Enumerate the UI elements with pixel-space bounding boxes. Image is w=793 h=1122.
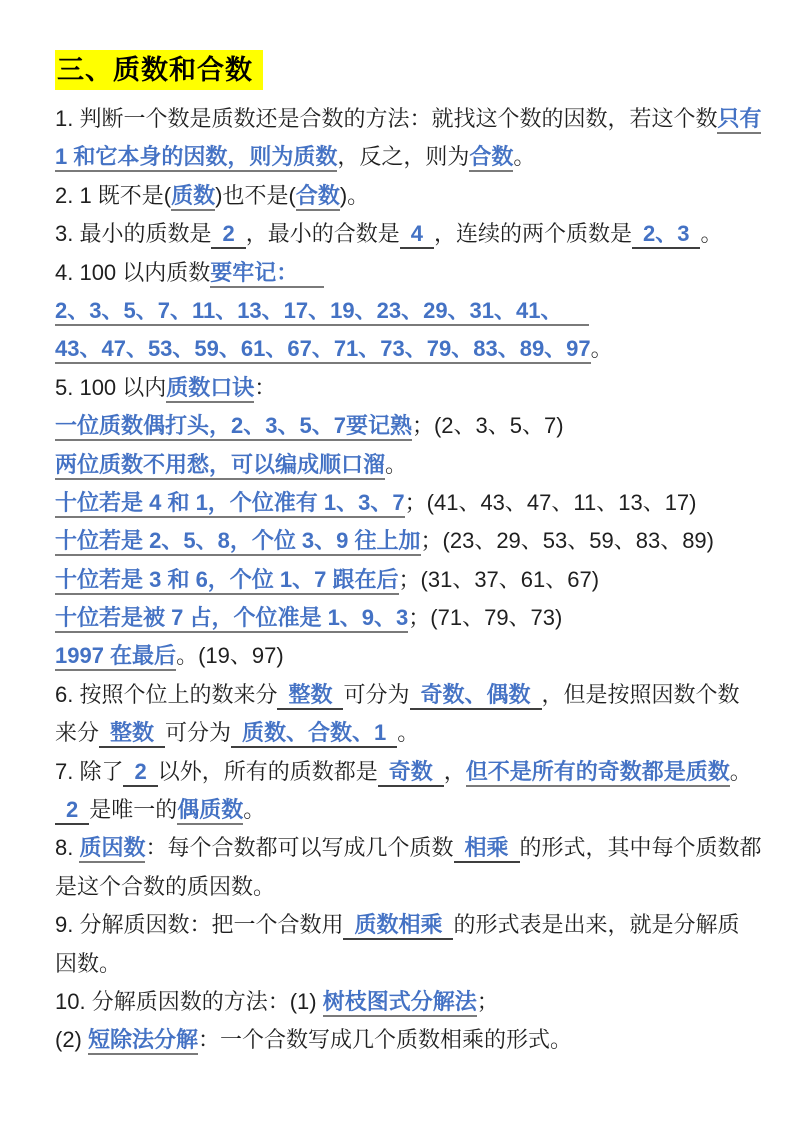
section-title-row — [55, 50, 745, 92]
text-segment: 。 — [729, 758, 752, 784]
text-segment: ：一个合数写成几个质数相乘的形式。 — [198, 1027, 573, 1053]
key-term: 偶质数 — [177, 797, 243, 825]
text-segment: 10. 分解质因数的方法：(1) — [55, 988, 323, 1014]
text-line — [55, 791, 745, 829]
key-term: 短除法分解 — [88, 1027, 198, 1055]
text-segment: 7. 除了 — [55, 758, 124, 784]
key-term: 十位若是被 7 占，个位准是 1、9、3 — [55, 605, 408, 633]
key-term: 要牢记： — [210, 260, 324, 288]
text-segment: 的形式，其中每个质数都 — [519, 835, 762, 861]
blank-answer: 2、3 — [632, 221, 700, 249]
text-segment: ；(2、3、5、7) — [411, 413, 564, 439]
text-line — [55, 330, 745, 368]
key-term: 十位若是 3 和 6，个位 1、7 跟在后 — [55, 567, 399, 595]
key-term: 质数口诀 — [166, 375, 254, 403]
text-line — [55, 945, 745, 983]
text-line — [55, 829, 762, 867]
text-segment: 可分为 — [165, 720, 232, 746]
blank-answer: 4 — [400, 221, 434, 249]
text-segment: 。 — [700, 221, 723, 247]
key-term: 1997 在最后 — [55, 643, 176, 671]
section-title: 三、质数和合数 — [55, 50, 263, 90]
text-segment: 1. 判断一个数是质数还是合数的方法：就找这个数的因数，若这个数 — [55, 106, 718, 131]
text-segment: ，但是按照因数个数 — [541, 681, 740, 707]
blank-answer: 奇数、偶数 — [410, 682, 542, 710]
key-term: 树枝图式分解法 — [323, 989, 477, 1017]
text-segment: ；(41、43、47、11、13、17) — [404, 489, 697, 515]
text-line — [55, 446, 745, 484]
text-segment: ；(71、79、73) — [408, 605, 563, 631]
text-segment: )。 — [339, 182, 370, 208]
text-segment: 是这个合数的质因数。 — [55, 873, 276, 899]
key-term: 质数 — [171, 183, 215, 211]
text-line — [55, 983, 745, 1021]
text-segment: )也不是( — [215, 182, 296, 208]
blank-answer: 2 — [211, 221, 245, 249]
text-line — [55, 561, 745, 599]
text-line — [55, 522, 745, 560]
document-body — [55, 100, 762, 1060]
text-segment: ； — [476, 988, 499, 1014]
text-segment: ：每个合数都可以写成几个质数 — [145, 835, 454, 861]
blank-answer: 2 — [123, 759, 157, 787]
key-term: 合数 — [469, 144, 513, 172]
key-term: 十位若是 4 和 1，个位准有 1、3、7 — [55, 490, 405, 518]
text-line — [55, 100, 762, 138]
text-segment: 。 — [513, 144, 536, 170]
text-line — [55, 714, 745, 752]
text-line — [55, 1021, 745, 1059]
blank-answer: 质数相乘 — [343, 912, 453, 940]
key-term: 一位质数偶打头，2、3、5、7要记熟 — [55, 413, 412, 441]
text-segment: 4. 100 以内质数 — [55, 259, 211, 285]
text-line — [55, 676, 745, 714]
key-term: 两位质数不用愁，可以编成顺口溜 — [55, 452, 385, 480]
text-line — [55, 407, 745, 445]
text-segment: 。(19、97) — [176, 643, 284, 669]
blank-answer: 质数、合数、1 — [231, 720, 397, 748]
key-term: 十位若是 2、5、8，个位 3、9 往上加 — [55, 528, 421, 556]
text-segment: 。 — [385, 451, 408, 477]
key-term: 2、3、5、7、11、13、17、19、23、29、31、41、 — [55, 298, 589, 326]
key-term: 但不是所有的奇数都是质数 — [466, 759, 730, 787]
text-line — [55, 369, 745, 407]
text-line — [55, 177, 745, 215]
key-term: 质因数 — [79, 835, 145, 863]
text-segment: 来分 — [55, 720, 100, 746]
text-line — [55, 599, 745, 637]
text-line — [55, 868, 745, 906]
text-segment: 。 — [397, 720, 420, 746]
text-segment: 是唯一的 — [89, 797, 178, 823]
text-line — [55, 292, 745, 330]
key-term: 43、47、53、59、61、67、71、73、79、83、89、97 — [55, 336, 591, 364]
text-segment: ，反之，则为 — [337, 144, 470, 170]
blank-answer: 2 — [55, 797, 89, 825]
key-term: 1 和它本身的因数，则为质数 — [55, 144, 337, 172]
text-line — [55, 753, 752, 791]
text-segment: 。 — [243, 797, 266, 823]
text-line — [55, 138, 745, 176]
text-segment: 因数。 — [55, 950, 122, 976]
text-line — [55, 484, 745, 522]
text-segment: 6. 按照个位上的数来分 — [55, 681, 278, 707]
text-segment: ， — [443, 758, 466, 784]
text-segment: 2. 1 既不是( — [55, 182, 172, 208]
text-segment: 3. 最小的质数是 — [55, 221, 212, 247]
blank-answer: 整数 — [277, 682, 343, 710]
text-segment: 以外，所有的质数都是 — [157, 758, 378, 784]
text-segment: 5. 100 以内 — [55, 374, 167, 400]
text-segment: ；(23、29、53、59、83、89) — [420, 528, 714, 554]
text-segment: 可分为 — [343, 681, 410, 707]
text-segment: 。 — [590, 336, 613, 362]
text-segment: 9. 分解质因数：把一个合数用 — [55, 912, 344, 938]
text-line — [55, 637, 745, 675]
text-line — [55, 254, 745, 292]
blank-answer: 相乘 — [454, 835, 520, 863]
text-segment: ，连续的两个质数是 — [433, 221, 632, 247]
text-segment: ： — [254, 374, 277, 400]
text-segment: ；(31、37、61、67) — [398, 566, 600, 592]
text-line — [55, 215, 745, 253]
text-segment: 的形式表是出来，就是分解质 — [453, 912, 740, 938]
key-term: 只有 — [717, 106, 761, 134]
blank-answer: 奇数 — [378, 759, 444, 787]
text-segment: 8. — [55, 835, 80, 861]
text-line — [55, 906, 745, 944]
text-segment: ，最小的合数是 — [245, 221, 400, 247]
key-term: 合数 — [296, 183, 340, 211]
blank-answer: 整数 — [99, 720, 165, 748]
text-segment: (2) — [55, 1027, 88, 1053]
